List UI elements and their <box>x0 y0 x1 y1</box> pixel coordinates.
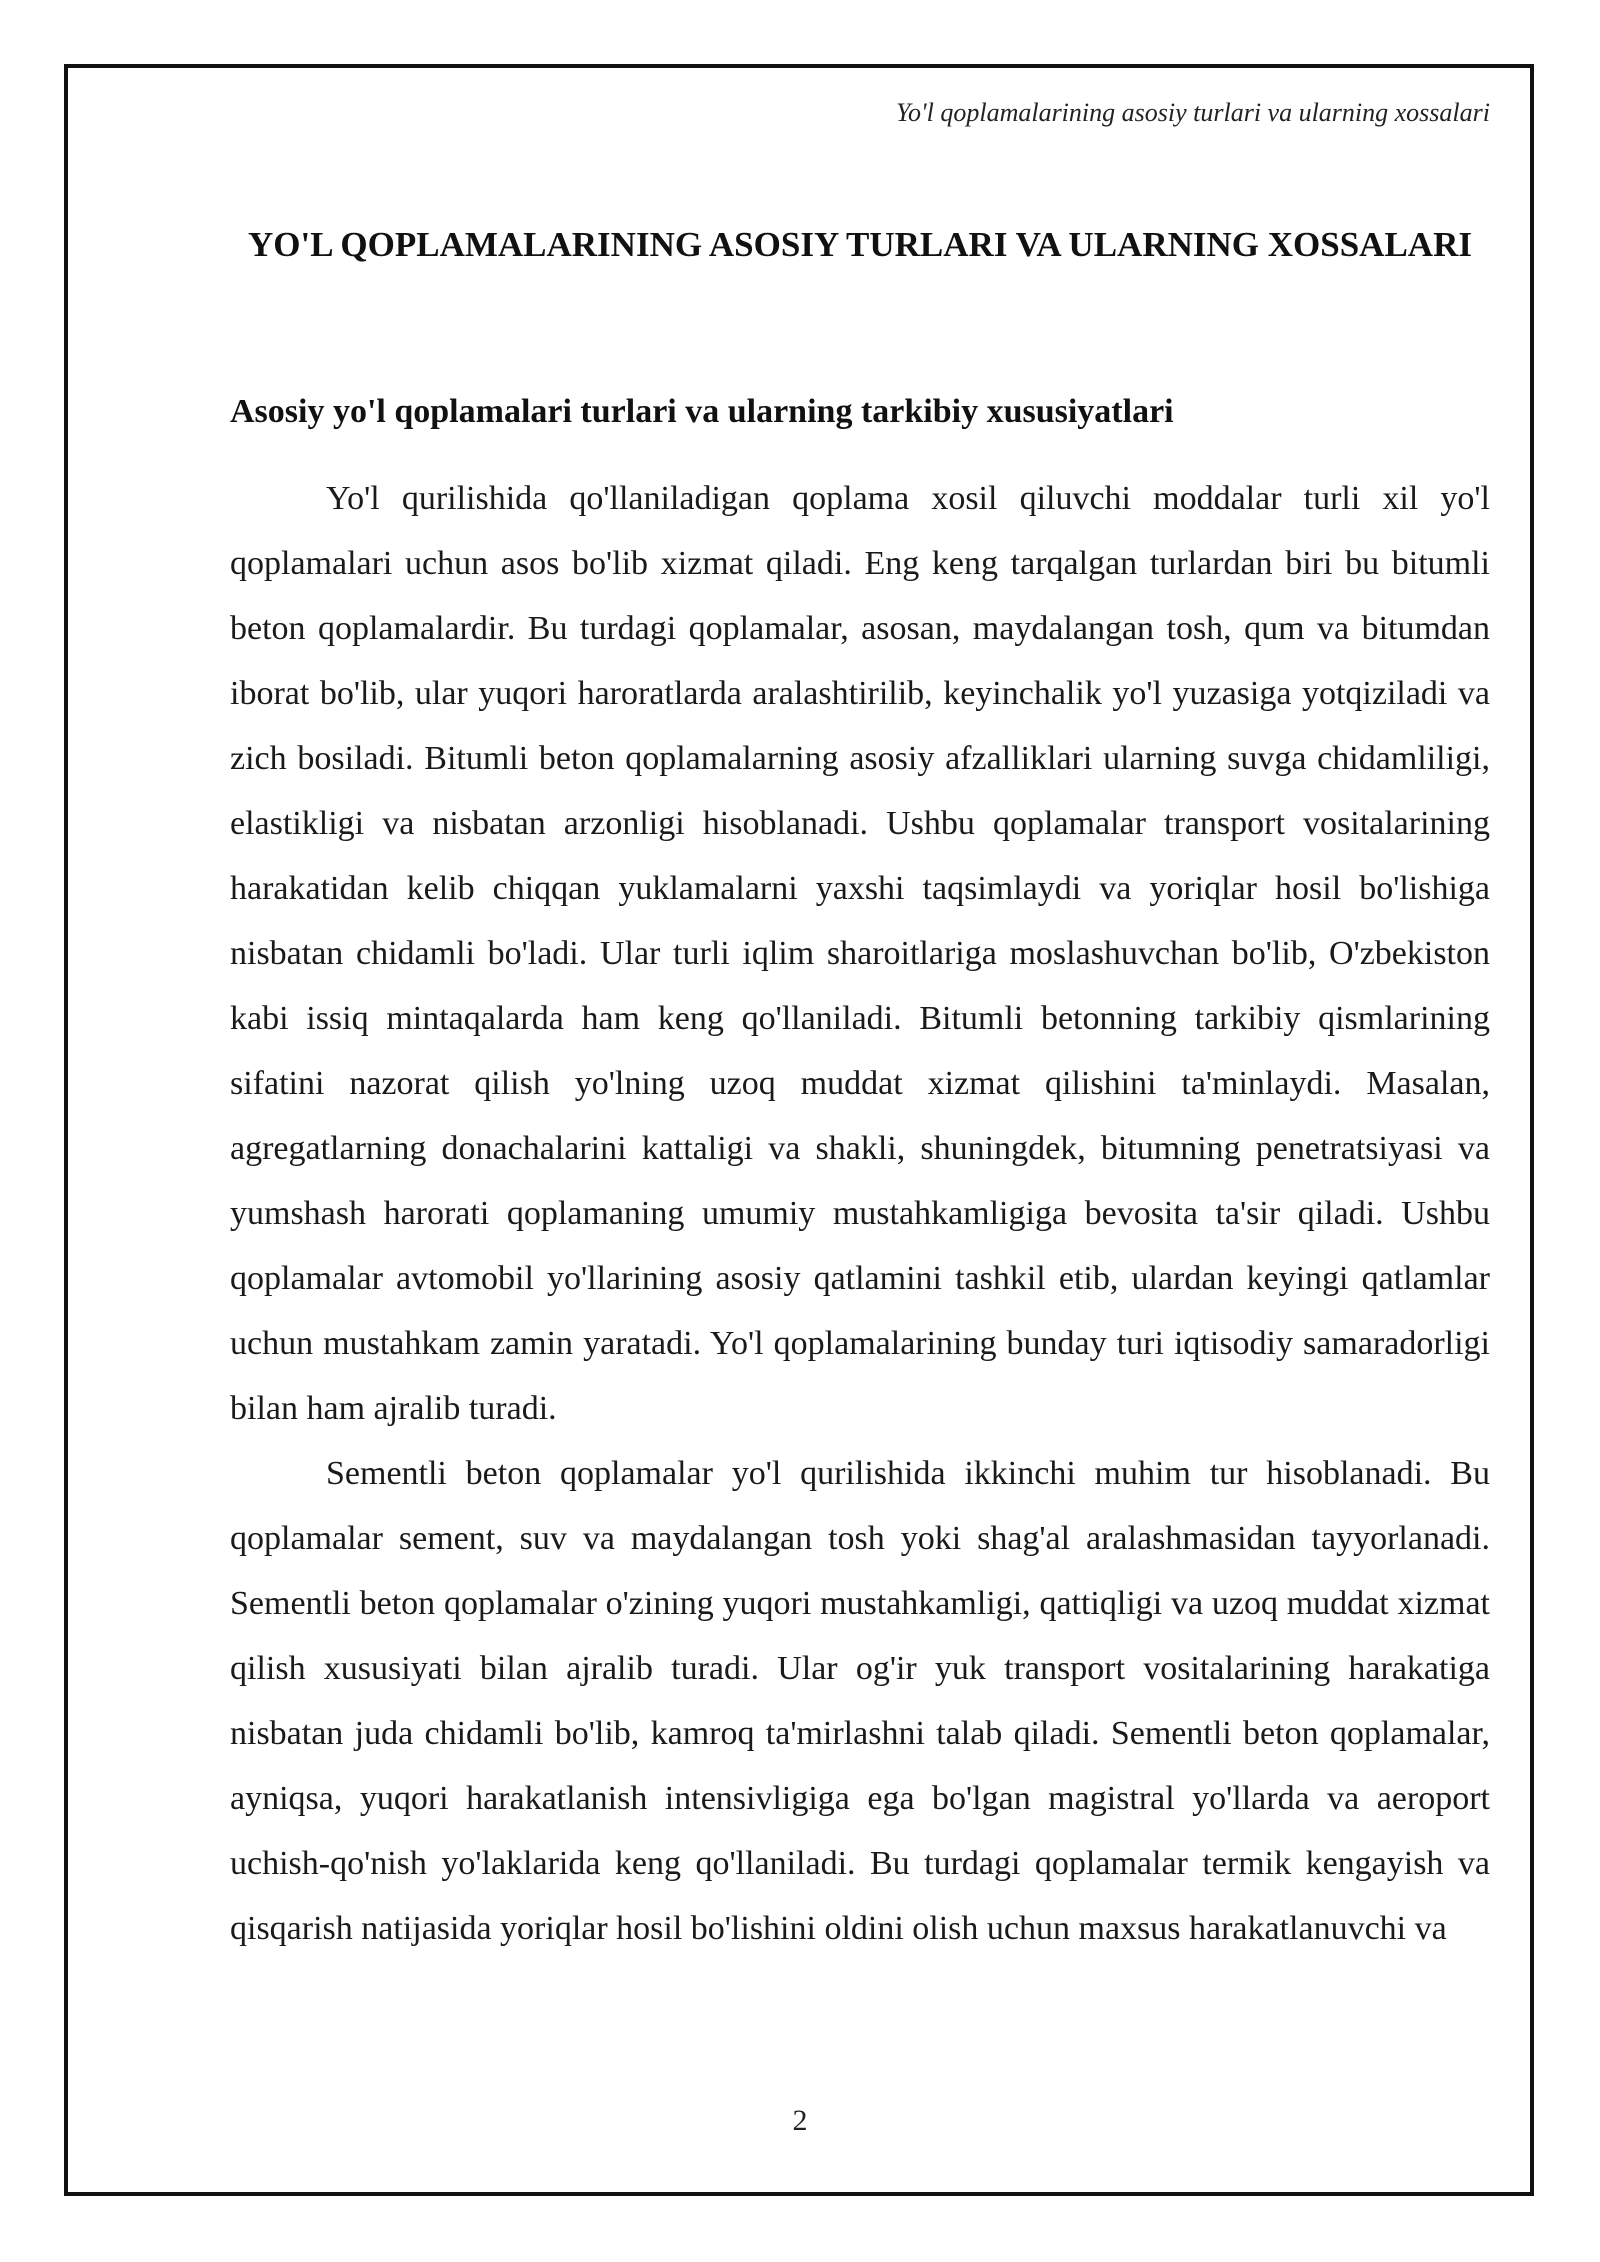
running-header: Yo'l qoplamalarining asosiy turlari va ularning xossalari <box>895 98 1490 127</box>
page-number: 2 <box>792 2104 808 2137</box>
paragraph: Yo'l qurilishida qo'llaniladigan qoplama xosil qiluvchi moddalar turli xil yo'l qoplamalari uchun asos bo'lib xizmat qiladi. Eng keng tarqalgan turlardan biri bu bitumli beton qoplamalardir. Bu turdagi qoplamalar, asosan, maydalangan tosh, qum va bitumdan iborat bo'lib, ular yuqori haroratlarda aralashtirilib, keyinchalik yo'l yuzasiga yotqiziladi va zich bosiladi. Bitumli beton qoplamalarning asosiy afzalliklari ularning suvga chidamliligi, elastikligi va nisbatan arzonligi hisoblanadi. Ushbu qoplamalar transport vositalarining harakatidan kelib chiqqan yuklamalarni yaxshi taqsimlaydi va yoriqlar hosil bo'lishiga nisbatan chidamli bo'ladi. Ular turli iqlim sharoitlariga moslashuvchan bo'lib, O'zbekiston kabi issiq mintaqalarda ham keng qo'llaniladi. Bitumli betonning tarkibiy qismlarining sifatini nazorat qilish yo'lning uzoq muddat xizmat qilishini ta'minlaydi. Masalan, agregatlarning donachalarini kattaligi va shakli, shuningdek, bitumning penetratsiyasi va yumshash harorati qoplamaning umumiy mustahkamligiga bevosita ta'sir qiladi. Ushbu qoplamalar avtomobil yo'llarining asosiy qatlamini tashkil etib, ulardan keyingi qatlamlar uchun mustahkam zamin yaratadi. Yo'l qoplamalarining bunday turi iqtisodiy samaradorligi bilan ham ajralib turadi. <box>230 480 1490 1427</box>
body-text <box>230 466 1490 1961</box>
document-title: YO'L QOPLAMALARINING ASOSIY TURLARI VA ULARNING XOSSALARI <box>248 225 1472 264</box>
section-heading: Asosiy yo'l qoplamalari turlari va ularning tarkibiy xususiyatlari <box>230 393 1174 430</box>
paragraph: Sementli beton qoplamalar yo'l qurilishida ikkinchi muhim tur hisoblanadi. Bu qoplamalar sement, suv va maydalangan tosh yoki shag'al aralashmasidan tayyorlanadi. Sementli beton qoplamalar o'zining yuqori mustahkamligi, qattiqligi va uzoq muddat xizmat qilish xususiyati bilan ajralib turadi. Ular og'ir yuk transport vositalarining harakatiga nisbatan juda chidamli bo'lib, kamroq ta'mirlashni talab qiladi. Sementli beton qoplamalar, ayniqsa, yuqori harakatlanish intensivligiga ega bo'lgan magistral yo'llarda va aeroport uchish-qo'nish yo'laklarida keng qo'llaniladi. Bu turdagi qoplamalar termik kengayish va qisqarish natijasida yoriqlar hosil bo'lishini oldini olish uchun maxsus harakatlanuvchi va <box>230 1455 1490 1947</box>
